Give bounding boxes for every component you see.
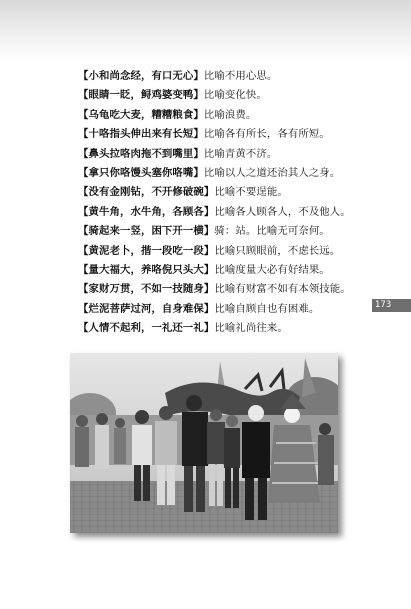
idiom-phrase: 【十咯指头伸出来有长短】 bbox=[78, 128, 204, 141]
idiom-meaning: 比喻有财富不如有本领技能。 bbox=[214, 283, 351, 296]
idiom-meaning: 比喻度量大必有好结果。 bbox=[214, 263, 330, 276]
idiom-meaning: 比喻各有所长，各有所短。 bbox=[203, 128, 330, 141]
idiom-entry bbox=[78, 67, 368, 86]
idiom-entry bbox=[78, 280, 368, 299]
idiom-entry bbox=[78, 145, 368, 164]
festival-photo-drawing bbox=[70, 353, 338, 533]
idiom-phrase: 【拿只你咯馒头塞你咯嘴】 bbox=[78, 166, 204, 179]
idiom-meaning: 比喻不要逞能。 bbox=[214, 186, 288, 199]
idiom-entry bbox=[78, 300, 368, 319]
idiom-entry bbox=[78, 203, 368, 222]
idiom-entry bbox=[78, 125, 368, 144]
idiom-entry bbox=[78, 164, 368, 183]
idiom-phrase: 【乌龟吃大麦，糟糟粮食】 bbox=[78, 108, 204, 121]
idiom-phrase: 【骑起来一竖，困下开一横】 bbox=[78, 225, 215, 238]
idiom-phrase: 【没有金刚钻，不开修破碗】 bbox=[78, 186, 215, 199]
idiom-entry bbox=[78, 222, 368, 241]
idiom-meaning: 比喻浪费。 bbox=[203, 108, 257, 121]
page-number-tab bbox=[372, 299, 411, 312]
idiom-entry bbox=[78, 106, 368, 125]
idiom-phrase: 【鼻头拉咯肉拖不到嘴里】 bbox=[78, 147, 204, 160]
idiom-phrase: 【量大福大，养咯倪只头大】 bbox=[78, 263, 215, 276]
idiom-meaning: 比喻以人之道还治其人之身。 bbox=[203, 166, 341, 179]
idiom-meaning: 比喻变化快。 bbox=[203, 89, 267, 102]
idiom-phrase: 【黄牛角，水牛角，各顾各】 bbox=[78, 205, 215, 218]
idiom-entry bbox=[78, 261, 368, 280]
idiom-phrase: 【眼睛一眨，鲟鸡婆变鸭】 bbox=[78, 89, 204, 102]
idiom-phrase: 【小和尚念经，有口无心】 bbox=[78, 70, 204, 82]
idiom-meaning: 比喻自顾自也有困难。 bbox=[214, 302, 320, 315]
idiom-entry bbox=[78, 183, 368, 202]
idiom-meaning: 比喻青黄不济。 bbox=[203, 147, 278, 160]
festival-photo bbox=[70, 353, 338, 533]
idiom-entry bbox=[78, 319, 368, 338]
idiom-meaning: 比喻只顾眼前，不虑长远。 bbox=[214, 244, 341, 257]
idiom-entry bbox=[78, 242, 368, 261]
idiom-phrase: 【家财万贯，不如一技随身】 bbox=[78, 283, 215, 296]
idiom-meaning: 比喻礼尚往来。 bbox=[214, 322, 288, 335]
idiom-entry bbox=[78, 86, 368, 105]
idiom-phrase: 【黄泥老卜，揩一段吃一段】 bbox=[78, 244, 215, 257]
idiom-meaning: 比喻各人顾各人，不及他人。 bbox=[214, 205, 351, 218]
idiom-list bbox=[78, 67, 368, 338]
idiom-meaning: 骑：站。比喻无可奈何。 bbox=[214, 225, 330, 238]
page-number: 173 bbox=[375, 300, 392, 310]
idiom-phrase: 【烂泥菩萨过河，自身难保】 bbox=[78, 302, 215, 315]
idiom-phrase: 【人情不起利，一礼还一礼】 bbox=[78, 322, 215, 335]
page-top-shade bbox=[0, 0, 411, 62]
idiom-meaning: 比喻不用心思。 bbox=[203, 70, 278, 82]
